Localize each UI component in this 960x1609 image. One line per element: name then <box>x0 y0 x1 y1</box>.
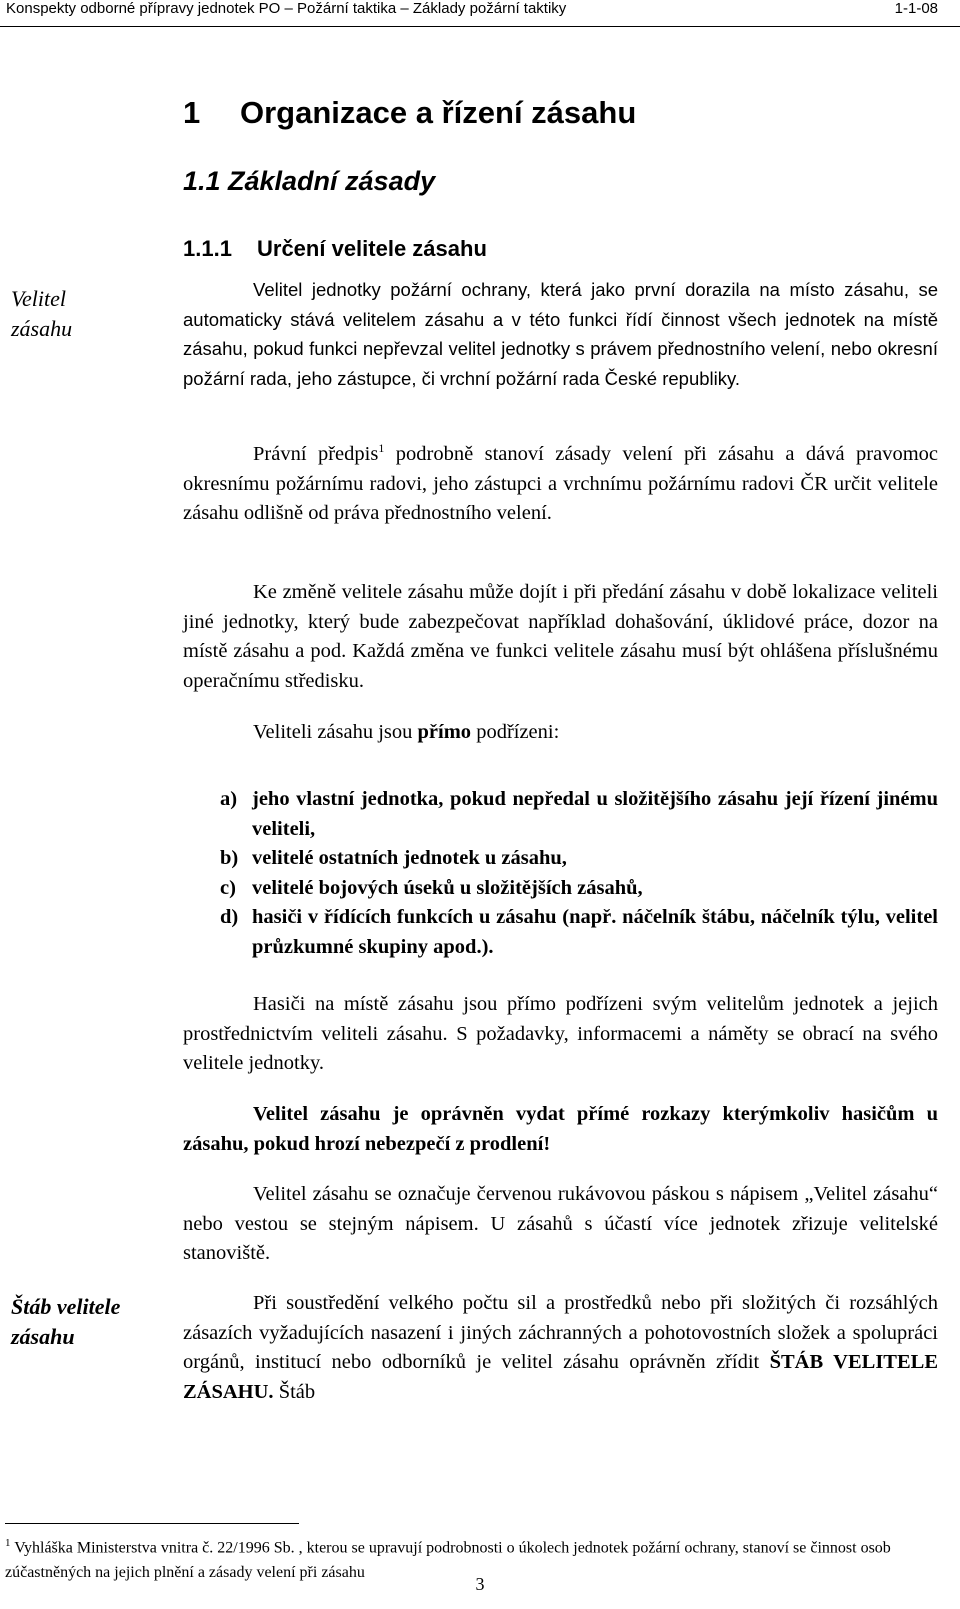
side-note-line: zásahu <box>11 316 73 341</box>
paragraph-4-start: Veliteli zásahu jsou <box>253 721 418 743</box>
footnote-separator <box>5 1523 299 1524</box>
header-code: 1-1-08 <box>894 0 938 17</box>
footnote-reference: 1 <box>378 441 385 456</box>
list-item <box>220 844 938 874</box>
side-note-line: zásahu <box>11 1324 75 1349</box>
paragraph-5: Hasiči na místě zásahu jsou přímo podřízeni svým velitelům jednotek a jejich prostřednictvím veliteli zásahu. S požadavky, informacemi a náměty se obrací na svého velitele jednotky. <box>183 993 938 1074</box>
section-heading <box>183 166 435 197</box>
header-title: Konspekty odborné přípravy jednotek PO – Požární taktika – Základy požární taktiky <box>6 0 567 17</box>
paragraph-2 <box>183 440 938 529</box>
paragraph-1: Velitel jednotky požární ochrany, která jako první dorazila na místo zásahu, se automaticky stává velitelem zásahu a v této funkci řídí činnost všech jednotek na místě zásahu, pokud funkci nepřevzal velitel jednotky s právem přednostního velení, nebo okresní požární rada, jeho zástupce, či vrchní požární rada České republiky. <box>183 279 938 389</box>
list-item-text: velitelé bojových úseků u složitějších zásahů, <box>252 876 643 899</box>
paragraph-8 <box>183 1289 938 1407</box>
chapter-title: Organizace a řízení zásahu <box>240 95 637 130</box>
footnote-text: Vyhláška Ministerstva vnitra č. 22/1996 Sb. , kterou se upravují podrobnosti o úkolech jednotek požární ochrany, stanoví se činnost osob zúčastněných na jejich plnění a zásady velení při zásahu <box>5 1539 891 1582</box>
emphasis-stab: ŠTÁB VELITELE ZÁSAHU. <box>183 1351 938 1403</box>
paragraph-4 <box>183 718 938 748</box>
paragraph-3: Ke změně velitele zásahu může dojít i při předání zásahu v době lokalizace veliteli jiné jednotky, který bude zabezpečovat například dohašování, úklidové práce, dozor na místě zásahu a pod. Každá změna ve funkci velitele zásahu musí být ohlášena příslušnému operačnímu středisku. <box>183 581 938 692</box>
paragraph-8-start: Při soustředění velkého počtu sil a prostředků nebo při složitých či rozsáhlých zásazích vyžadujících nasazení i jiných záchranných a pohotovostních složek a spolupráci orgánů, institucí nebo odborníků je velitel zásahu oprávněn zřídit <box>183 1292 938 1373</box>
paragraph-4-end: podřízeni: <box>471 721 560 743</box>
page-header <box>0 0 960 30</box>
subsection-title: Určení velitele zásahu <box>257 236 487 261</box>
subordinates-list <box>220 785 938 962</box>
list-item <box>220 785 938 844</box>
list-marker: a) <box>220 788 238 810</box>
list-item <box>220 903 938 962</box>
chapter-heading <box>183 95 636 131</box>
list-item-text: hasiči v řídících funkcích u zásahu (např. náčelník štábu, náčelník týlu, velitel průzkumné skupiny apod.). <box>252 906 938 958</box>
paragraph-6: Velitel zásahu je oprávněn vydat přímé rozkazy kterýmkoliv hasičům u zásahu, pokud hrozí nebezpečí z prodlení! <box>183 1103 938 1155</box>
paragraph-8-end: Štáb <box>273 1380 316 1403</box>
paragraph-7: Velitel zásahu se označuje červenou rukávovou páskou s nápisem „Velitel zásahu“ nebo vestou se stejným nápisem. U zásahů s účastí více jednotek zřizuje velitelské stanoviště. <box>183 1183 938 1264</box>
list-item-text: velitelé ostatních jednotek u zásahu, <box>252 847 567 869</box>
side-note-stab <box>11 1292 151 1352</box>
list-marker: c) <box>220 876 236 899</box>
subsection-heading <box>183 236 487 262</box>
header-divider <box>0 26 960 27</box>
list-marker: d) <box>220 906 239 928</box>
chapter-number: 1 <box>183 95 201 130</box>
subsection-number: 1.1.1 <box>183 236 232 261</box>
list-item-text: jeho vlastní jednotka, pokud nepředal u složitějšího zásahu její řízení jinému veliteli, <box>252 788 938 840</box>
footnote-mark: 1 <box>5 1537 11 1549</box>
list-marker: b) <box>220 847 239 869</box>
section-number: 1.1 <box>183 166 221 196</box>
paragraph-2-start: Právní předpis <box>253 443 379 465</box>
list-item <box>220 874 938 904</box>
paragraph-2-rest: podrobně stanoví zásady velení při zásahu a dává pravomoc okresnímu požárnímu radovi, jeho zástupci a vrchnímu požárnímu radovi ČR určit velitele zásahu odlišně od práva přednostního velení. <box>183 443 938 524</box>
side-note-line: Štáb velitele <box>11 1294 121 1319</box>
page-number: 3 <box>475 1574 485 1594</box>
side-note-velitel <box>11 284 151 344</box>
section-title: Základní zásady <box>228 166 436 196</box>
side-note-line: Velitel <box>11 286 66 311</box>
emphasis-primo: přímo <box>417 721 472 743</box>
